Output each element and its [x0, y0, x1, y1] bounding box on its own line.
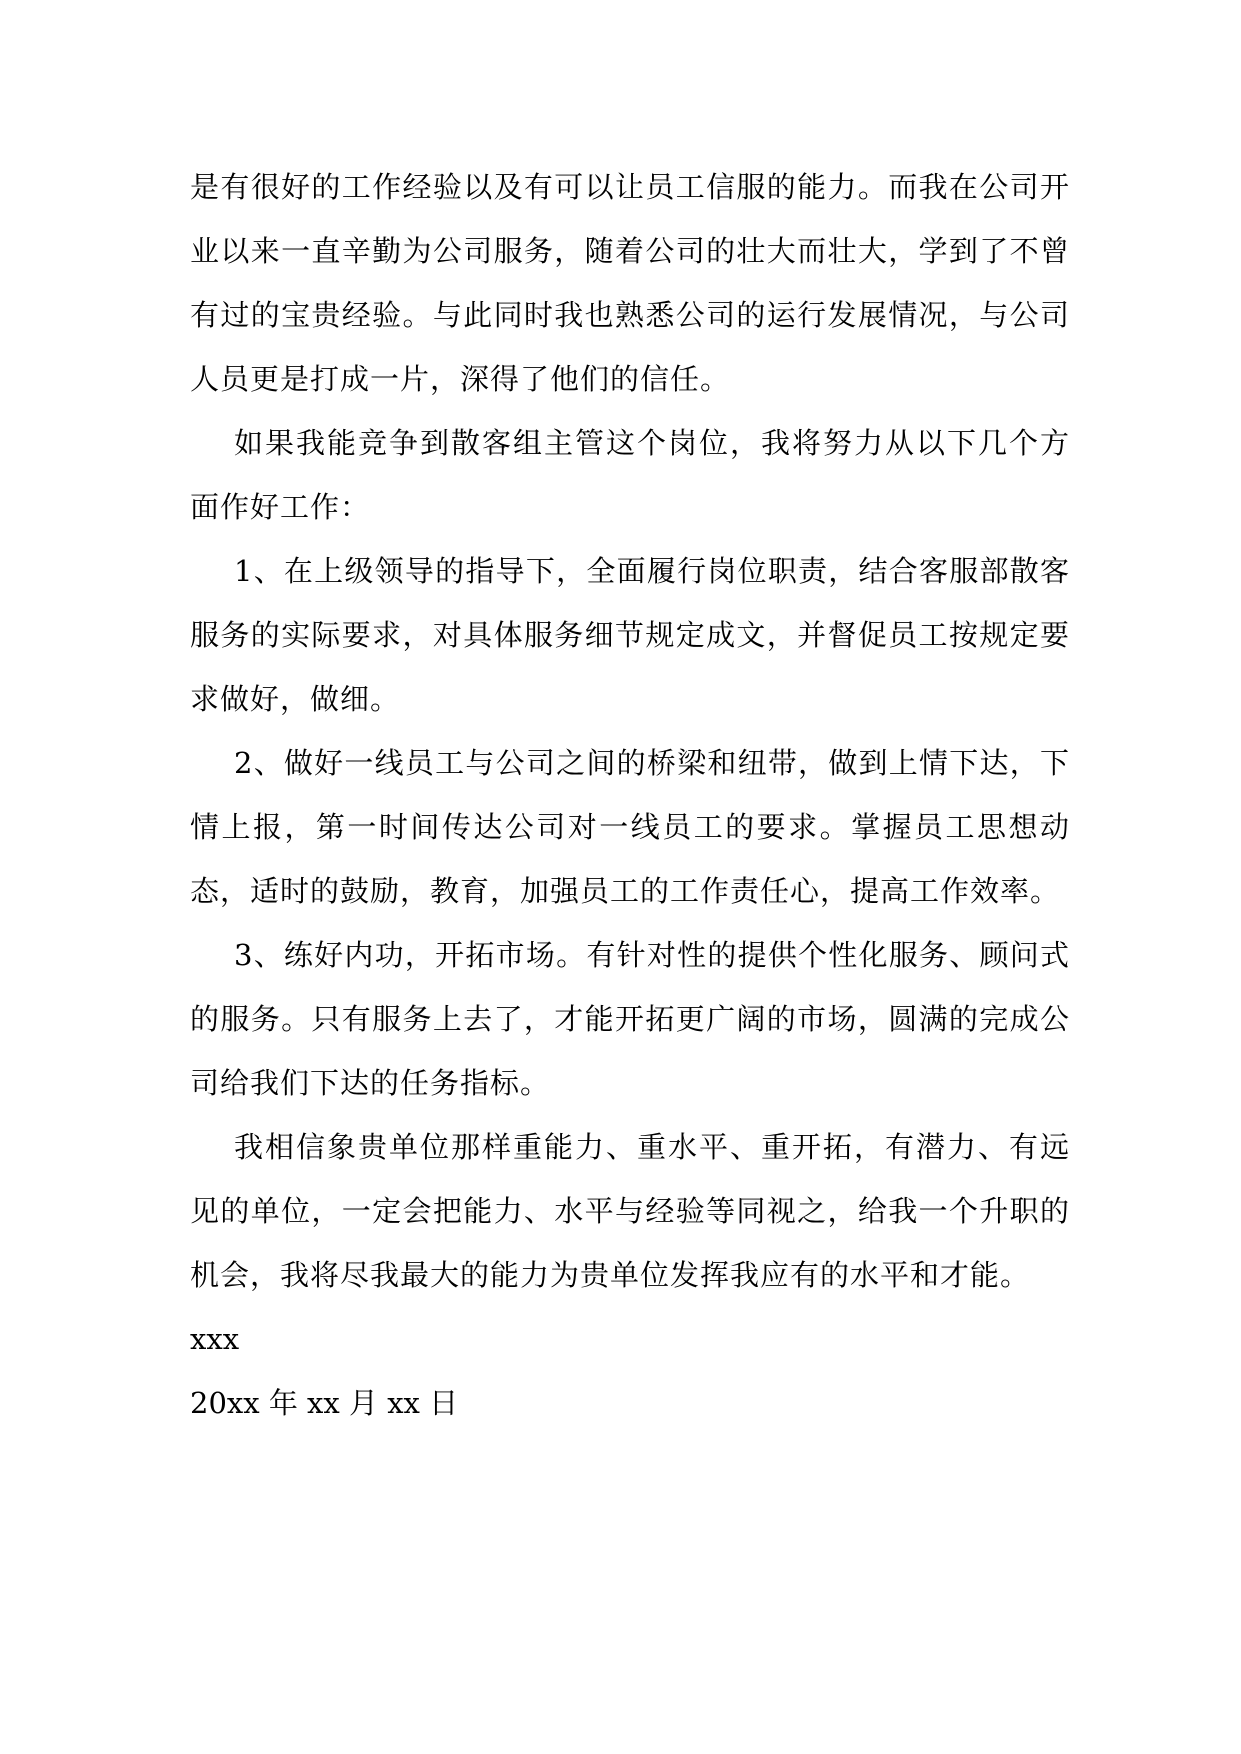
document-body: [190, 155, 1070, 1435]
paragraph-2: 如果我能竞争到散客组主管这个岗位，我将努力从以下几个方面作好工作：: [190, 426, 1070, 524]
paragraph-4: 2、做好一线员工与公司之间的桥梁和纽带，做到上情下达，下情上报，第一时间传达公司对一线员工的要求。掌握员工思想动态，适时的鼓励，教育，加强员工的工作责任心，提高工作效率。: [190, 746, 1070, 908]
signature: xxx: [190, 1322, 240, 1356]
paragraph-1: 是有很好的工作经验以及有可以让员工信服的能力。而我在公司开业以来一直辛勤为公司服务，随着公司的壮大而壮大，学到了不曾有过的宝贵经验。与此同时我也熟悉公司的运行发展情况，与公司人员更是打成一片，深得了他们的信任。: [190, 170, 1070, 396]
paragraph-3: 1、在上级领导的指导下，全面履行岗位职责，结合客服部散客服务的实际要求，对具体服务细节规定成文，并督促员工按规定要求做好，做细。: [190, 554, 1070, 716]
paragraph-6: 我相信象贵单位那样重能力、重水平、重开拓，有潜力、有远见的单位，一定会把能力、水平与经验等同视之，给我一个升职的机会，我将尽我最大的能力为贵单位发挥我应有的水平和才能。: [190, 1130, 1070, 1292]
date: 20xx 年 xx 月 xx 日: [190, 1386, 459, 1420]
paragraph-5: 3、练好内功，开拓市场。有针对性的提供个性化服务、顾问式的服务。只有服务上去了，才能开拓更广阔的市场，圆满的完成公司给我们下达的任务指标。: [190, 938, 1070, 1100]
